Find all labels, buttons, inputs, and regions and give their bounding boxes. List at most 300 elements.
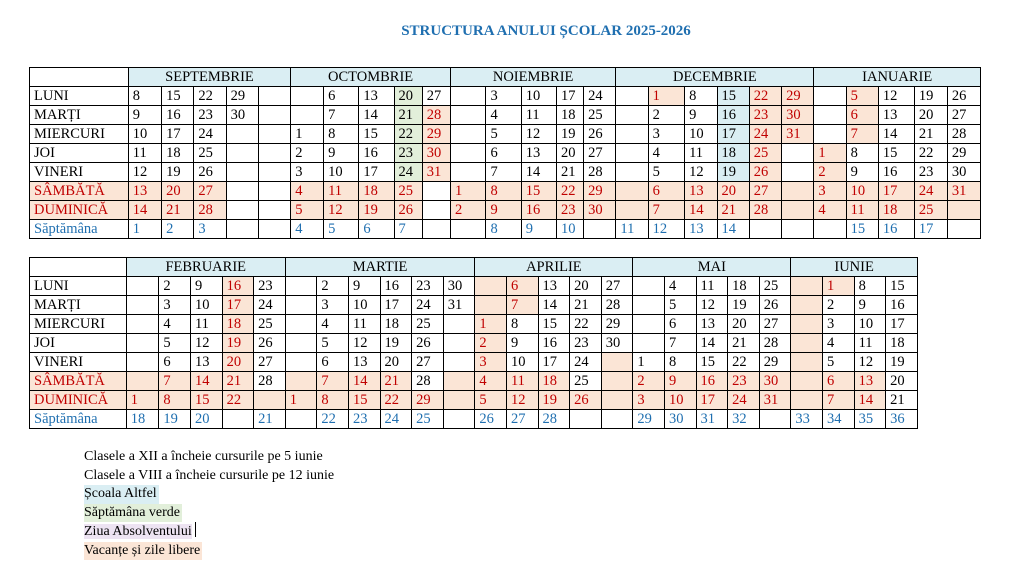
calendar-row [30, 106, 981, 125]
week-number-cell: 2 [162, 220, 194, 239]
calendar-row [30, 315, 981, 334]
day-cell [601, 391, 633, 410]
day-cell [291, 106, 324, 125]
week-number-cell: 13 [685, 220, 717, 239]
row-label: DUMINICĂ [30, 201, 129, 220]
day-cell [450, 144, 486, 163]
day-cell: 28 [254, 372, 286, 391]
day-cell: 22 [728, 353, 760, 372]
day-cell: 17 [538, 353, 570, 372]
day-cell: 8 [846, 144, 878, 163]
day-cell: 15 [521, 182, 556, 201]
day-cell: 6 [846, 106, 878, 125]
day-cell: 26 [947, 87, 980, 106]
week-number-cell [258, 220, 290, 239]
calendar-row [30, 353, 981, 372]
day-cell: 24 [570, 353, 602, 372]
day-cell: 15 [162, 87, 194, 106]
day-cell: 18 [728, 277, 760, 296]
day-cell: 7 [486, 163, 521, 182]
day-cell: 25 [759, 277, 791, 296]
day-cell: 2 [475, 334, 507, 353]
day-cell: 29 [584, 182, 616, 201]
week-number-cell: 20 [190, 410, 222, 429]
day-cell [126, 334, 159, 353]
day-cell: 9 [506, 334, 538, 353]
month-header: IUNIE [791, 258, 917, 277]
calendar-row [30, 125, 981, 144]
day-cell: 25 [570, 372, 602, 391]
header-blank-cell [30, 258, 127, 277]
day-cell [601, 372, 633, 391]
day-cell [450, 87, 486, 106]
day-cell [254, 391, 286, 410]
day-cell: 19 [556, 125, 583, 144]
day-cell: 22 [222, 391, 254, 410]
day-cell: 6 [664, 315, 696, 334]
day-cell: 1 [475, 315, 507, 334]
day-cell: 12 [854, 353, 886, 372]
day-cell: 22 [394, 125, 422, 144]
day-cell: 2 [633, 372, 665, 391]
week-number-cell [285, 410, 317, 429]
day-cell: 1 [291, 125, 324, 144]
day-cell: 25 [394, 182, 422, 201]
day-cell [782, 182, 814, 201]
day-cell: 22 [749, 87, 781, 106]
day-cell: 23 [556, 201, 583, 220]
day-cell: 14 [190, 372, 222, 391]
week-number-cell: 4 [291, 220, 324, 239]
day-cell: 17 [380, 296, 412, 315]
day-cell: 5 [846, 87, 878, 106]
day-cell [285, 277, 317, 296]
day-cell: 18 [886, 334, 918, 353]
legend-saptamana-verde: Săptămâna verde [84, 504, 182, 523]
day-cell: 23 [254, 277, 286, 296]
day-cell: 8 [664, 353, 696, 372]
week-number-cell: 3 [194, 220, 226, 239]
week-number-cell [422, 220, 450, 239]
day-cell: 4 [159, 315, 191, 334]
day-cell: 26 [759, 296, 791, 315]
day-cell [285, 296, 317, 315]
week-number-cell: 28 [538, 410, 570, 429]
day-cell: 13 [696, 315, 728, 334]
day-cell: 15 [359, 125, 394, 144]
day-cell: 21 [717, 201, 749, 220]
day-cell: 24 [412, 296, 444, 315]
day-cell: 16 [696, 372, 728, 391]
week-number-cell: 9 [521, 220, 556, 239]
day-cell: 25 [584, 106, 616, 125]
day-cell: 19 [380, 334, 412, 353]
day-cell: 24 [194, 125, 226, 144]
row-label: SÂMBĂTĂ [30, 372, 127, 391]
day-cell: 2 [814, 163, 846, 182]
day-cell: 12 [128, 163, 161, 182]
day-cell: 15 [717, 87, 749, 106]
day-cell: 10 [190, 296, 222, 315]
day-cell [258, 201, 290, 220]
day-cell: 11 [348, 315, 380, 334]
day-cell: 7 [324, 106, 359, 125]
day-cell [443, 391, 475, 410]
day-cell [285, 315, 317, 334]
day-cell: 25 [412, 315, 444, 334]
day-cell [633, 334, 665, 353]
day-cell: 24 [584, 87, 616, 106]
day-cell: 3 [822, 315, 854, 334]
day-cell: 15 [538, 315, 570, 334]
day-cell: 6 [324, 87, 359, 106]
day-cell: 27 [422, 87, 450, 106]
page-title: STRUCTURA ANULUI ȘCOLAR 2025-2026 [401, 23, 691, 39]
day-cell: 18 [162, 144, 194, 163]
day-cell: 2 [822, 296, 854, 315]
day-cell: 14 [521, 163, 556, 182]
day-cell [814, 87, 846, 106]
day-cell [633, 296, 665, 315]
day-cell [450, 125, 486, 144]
calendar-row [30, 163, 981, 182]
day-cell: 10 [521, 87, 556, 106]
day-cell [226, 163, 258, 182]
week-number-cell: 14 [717, 220, 749, 239]
day-cell: 6 [317, 353, 349, 372]
day-cell [616, 87, 648, 106]
calendar-table-semester-1 [29, 67, 981, 239]
week-number-cell: 7 [394, 220, 422, 239]
day-cell [285, 372, 317, 391]
day-cell: 20 [380, 353, 412, 372]
month-header: MARTIE [285, 258, 475, 277]
day-cell: 1 [450, 182, 486, 201]
calendar-row [30, 87, 981, 106]
day-cell: 24 [749, 125, 781, 144]
day-cell: 29 [947, 144, 980, 163]
day-cell: 3 [159, 296, 191, 315]
week-number-cell: 24 [380, 410, 412, 429]
day-cell: 3 [648, 125, 684, 144]
day-cell: 13 [348, 353, 380, 372]
day-cell: 2 [317, 277, 349, 296]
day-cell: 12 [878, 87, 914, 106]
week-number-cell [450, 220, 486, 239]
day-cell: 16 [359, 144, 394, 163]
day-cell: 14 [696, 334, 728, 353]
day-cell: 12 [324, 201, 359, 220]
day-cell: 23 [570, 334, 602, 353]
day-cell: 5 [648, 163, 684, 182]
day-cell: 19 [162, 163, 194, 182]
day-cell: 11 [854, 334, 886, 353]
day-cell: 4 [814, 201, 846, 220]
day-cell: 9 [685, 106, 717, 125]
day-cell: 19 [886, 353, 918, 372]
day-cell: 16 [878, 163, 914, 182]
day-cell: 31 [759, 391, 791, 410]
month-header-row [30, 258, 981, 277]
day-cell [601, 353, 633, 372]
day-cell: 22 [380, 391, 412, 410]
row-label: DUMINICĂ [30, 391, 127, 410]
day-cell [814, 106, 846, 125]
calendar-row [30, 201, 981, 220]
row-label: MARȚI [30, 106, 129, 125]
day-cell: 11 [521, 106, 556, 125]
day-cell [475, 277, 507, 296]
month-header: MAI [633, 258, 791, 277]
day-cell: 16 [538, 334, 570, 353]
day-cell: 20 [222, 353, 254, 372]
day-cell: 19 [222, 334, 254, 353]
day-cell: 23 [728, 372, 760, 391]
day-cell: 27 [759, 315, 791, 334]
day-cell: 17 [162, 125, 194, 144]
day-cell: 19 [914, 87, 947, 106]
day-cell: 21 [380, 372, 412, 391]
day-cell [633, 277, 665, 296]
day-cell: 24 [914, 182, 947, 201]
day-cell: 23 [394, 144, 422, 163]
day-cell: 7 [317, 372, 349, 391]
day-cell: 9 [348, 277, 380, 296]
day-cell: 7 [506, 296, 538, 315]
day-cell: 3 [291, 163, 324, 182]
row-label: Săptămâna [30, 220, 129, 239]
week-number-cell: 18 [126, 410, 159, 429]
day-cell: 16 [380, 277, 412, 296]
week-number-cell [570, 410, 602, 429]
week-number-cell: 25 [412, 410, 444, 429]
week-number-cell [226, 220, 258, 239]
day-cell: 24 [254, 296, 286, 315]
day-cell: 9 [324, 144, 359, 163]
month-header: NOIEMBRIE [450, 68, 615, 87]
day-cell: 1 [822, 277, 854, 296]
day-cell: 13 [538, 277, 570, 296]
day-cell: 1 [814, 144, 846, 163]
day-cell: 4 [317, 315, 349, 334]
day-cell: 14 [538, 296, 570, 315]
day-cell: 2 [648, 106, 684, 125]
day-cell [791, 277, 823, 296]
legend-scoala-altfel: Școala Altfel [84, 485, 159, 504]
day-cell [443, 334, 475, 353]
day-cell: 6 [506, 277, 538, 296]
day-cell: 5 [822, 353, 854, 372]
day-cell [226, 125, 258, 144]
day-cell: 15 [878, 144, 914, 163]
day-cell [285, 334, 317, 353]
day-cell: 6 [648, 182, 684, 201]
day-cell: 29 [782, 87, 814, 106]
day-cell: 11 [128, 144, 161, 163]
calendar-row [30, 410, 981, 429]
day-cell: 2 [159, 277, 191, 296]
week-number-cell [584, 220, 616, 239]
day-cell: 30 [584, 201, 616, 220]
day-cell: 14 [128, 201, 161, 220]
day-cell [814, 125, 846, 144]
day-cell [616, 144, 648, 163]
row-label: MARȚI [30, 296, 127, 315]
month-header: IANUARIE [814, 68, 981, 87]
day-cell: 5 [486, 125, 521, 144]
day-cell [443, 353, 475, 372]
day-cell: 26 [394, 201, 422, 220]
day-cell: 18 [538, 372, 570, 391]
row-label: MIERCURI [30, 315, 127, 334]
month-header: FEBRUARIE [126, 258, 285, 277]
day-cell: 13 [854, 372, 886, 391]
day-cell: 20 [886, 372, 918, 391]
day-cell: 28 [749, 201, 781, 220]
legend-ziua-absolventului-row [84, 522, 198, 542]
week-number-cell: 11 [616, 220, 648, 239]
day-cell: 27 [194, 182, 226, 201]
day-cell [291, 87, 324, 106]
day-cell [258, 144, 290, 163]
day-cell: 11 [696, 277, 728, 296]
day-cell: 17 [359, 163, 394, 182]
day-cell [226, 182, 258, 201]
day-cell: 17 [556, 87, 583, 106]
day-cell: 11 [685, 144, 717, 163]
day-cell: 17 [696, 391, 728, 410]
month-header: SEPTEMBRIE [128, 68, 290, 87]
day-cell: 28 [759, 334, 791, 353]
week-number-cell: 19 [159, 410, 191, 429]
day-cell: 22 [914, 144, 947, 163]
day-cell: 12 [348, 334, 380, 353]
day-cell: 29 [412, 391, 444, 410]
day-cell: 22 [556, 182, 583, 201]
month-header-row [30, 68, 981, 87]
day-cell: 13 [878, 106, 914, 125]
day-cell: 28 [601, 296, 633, 315]
day-cell: 3 [486, 87, 521, 106]
calendar-row [30, 144, 981, 163]
legend-line-viii: Clasele a VIII a încheie cursurile pe 12 iunie [84, 467, 335, 483]
day-cell: 3 [317, 296, 349, 315]
day-cell [258, 87, 290, 106]
day-cell: 9 [128, 106, 161, 125]
week-number-cell: 29 [633, 410, 665, 429]
day-cell: 10 [128, 125, 161, 144]
day-cell: 28 [947, 125, 980, 144]
day-cell: 23 [749, 106, 781, 125]
day-cell: 17 [222, 296, 254, 315]
day-cell: 20 [570, 277, 602, 296]
day-cell [126, 277, 159, 296]
day-cell: 9 [854, 296, 886, 315]
day-cell: 27 [601, 277, 633, 296]
day-cell: 7 [822, 391, 854, 410]
week-number-cell: 5 [324, 220, 359, 239]
day-cell: 19 [359, 201, 394, 220]
day-cell: 22 [570, 315, 602, 334]
day-cell: 16 [222, 277, 254, 296]
week-number-cell: 26 [475, 410, 507, 429]
day-cell: 4 [822, 334, 854, 353]
day-cell: 11 [846, 201, 878, 220]
day-cell: 4 [486, 106, 521, 125]
day-cell: 9 [486, 201, 521, 220]
day-cell: 20 [914, 106, 947, 125]
day-cell [126, 372, 159, 391]
day-cell: 8 [506, 315, 538, 334]
day-cell: 10 [664, 391, 696, 410]
day-cell: 20 [162, 182, 194, 201]
day-cell: 14 [359, 106, 394, 125]
day-cell: 18 [717, 144, 749, 163]
day-cell: 13 [521, 144, 556, 163]
day-cell: 13 [359, 87, 394, 106]
day-cell [285, 353, 317, 372]
day-cell: 17 [717, 125, 749, 144]
day-cell: 23 [914, 163, 947, 182]
day-cell: 11 [506, 372, 538, 391]
day-cell: 26 [254, 334, 286, 353]
day-cell: 21 [556, 163, 583, 182]
week-number-cell: 34 [822, 410, 854, 429]
day-cell: 9 [664, 372, 696, 391]
day-cell [226, 144, 258, 163]
day-cell: 25 [254, 315, 286, 334]
day-cell: 27 [254, 353, 286, 372]
day-cell: 10 [324, 163, 359, 182]
day-cell: 5 [317, 334, 349, 353]
day-cell: 11 [190, 315, 222, 334]
header-blank-cell [30, 68, 129, 87]
week-number-cell: 23 [348, 410, 380, 429]
week-number-cell [947, 220, 980, 239]
month-header: DECEMBRIE [616, 68, 814, 87]
day-cell [126, 315, 159, 334]
row-label: JOI [30, 334, 127, 353]
week-number-cell [601, 410, 633, 429]
day-cell: 15 [696, 353, 728, 372]
day-cell: 10 [854, 315, 886, 334]
week-number-cell: 27 [506, 410, 538, 429]
day-cell [782, 163, 814, 182]
day-cell: 13 [190, 353, 222, 372]
day-cell: 25 [914, 201, 947, 220]
day-cell: 25 [194, 144, 226, 163]
day-cell: 12 [521, 125, 556, 144]
day-cell: 5 [291, 201, 324, 220]
day-cell: 14 [854, 391, 886, 410]
day-cell: 2 [450, 201, 486, 220]
day-cell [782, 201, 814, 220]
day-cell: 18 [556, 106, 583, 125]
row-label: MIERCURI [30, 125, 129, 144]
day-cell: 20 [394, 87, 422, 106]
day-cell [422, 201, 450, 220]
day-cell: 5 [475, 391, 507, 410]
day-cell: 15 [190, 391, 222, 410]
day-cell: 24 [728, 391, 760, 410]
week-number-cell [749, 220, 781, 239]
day-cell: 13 [685, 182, 717, 201]
day-cell: 22 [194, 87, 226, 106]
week-number-cell: 33 [791, 410, 823, 429]
week-number-cell [814, 220, 846, 239]
row-label: JOI [30, 144, 129, 163]
day-cell: 1 [126, 391, 159, 410]
